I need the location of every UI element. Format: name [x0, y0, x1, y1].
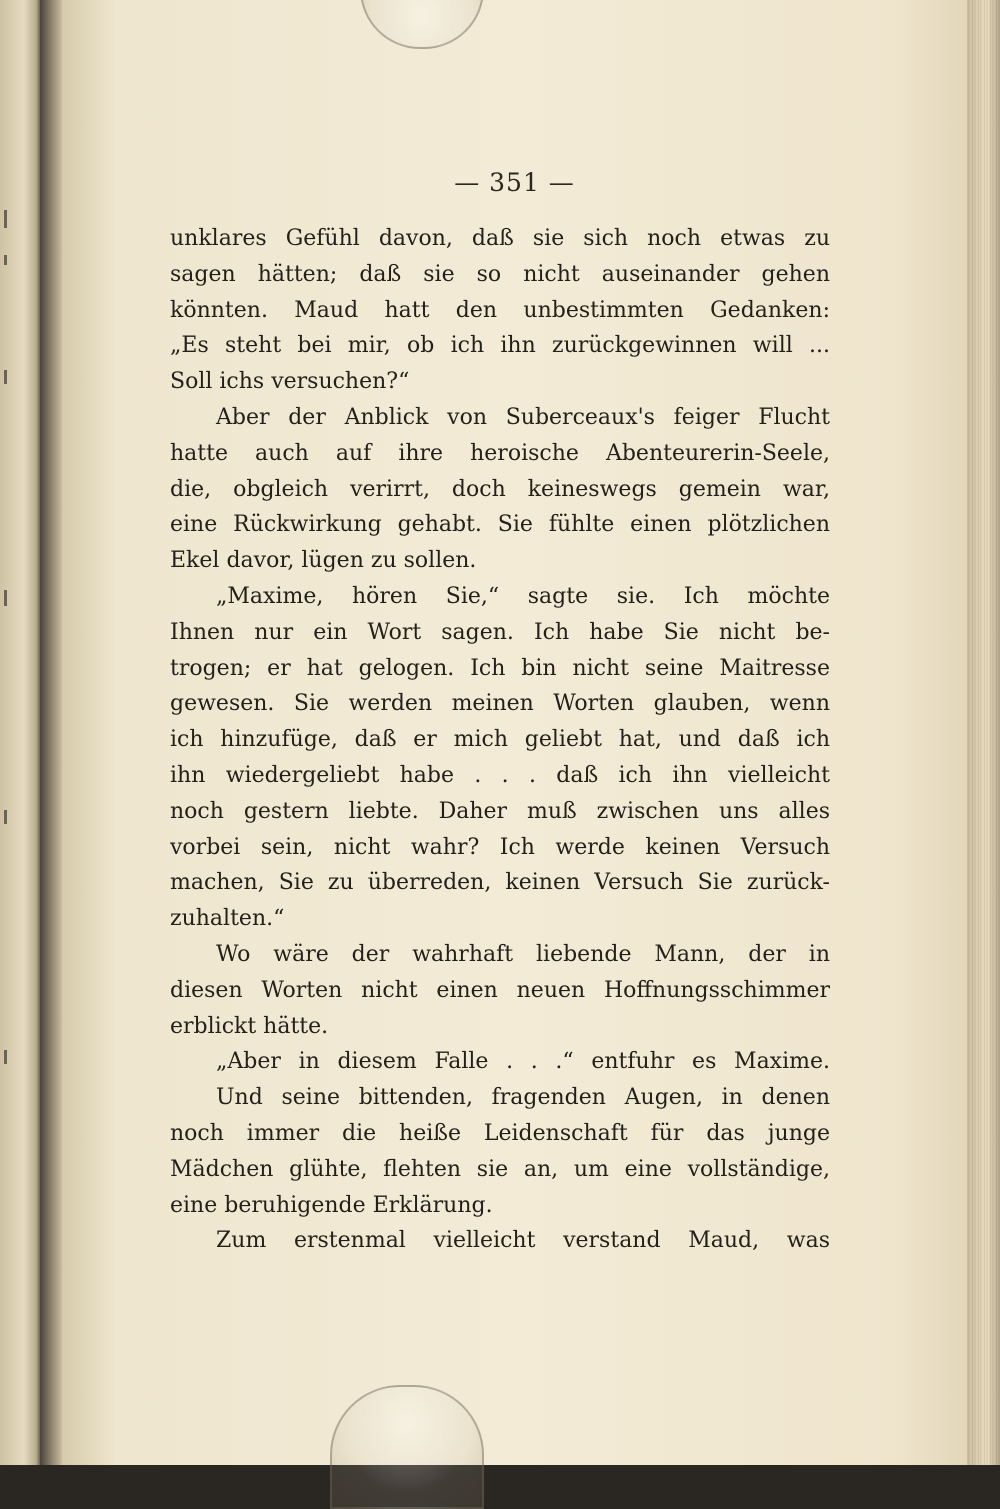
text-line: noch gestern liebte. Daher muß zwischen uns alles [170, 798, 830, 824]
text-line: machen, Sie zu überreden, keinen Versuch Sie zurück- [170, 870, 830, 896]
text-line: Ihnen nur ein Wort sagen. Ich habe Sie nicht be- [170, 619, 830, 645]
left-page-mark [4, 810, 7, 824]
left-page-mark [4, 255, 7, 265]
page-stack-shade [967, 0, 1000, 1465]
page-text [170, 221, 830, 1259]
text-line: Soll ichs versuchen?“ [170, 369, 410, 395]
text-line: eine Rückwirkung gehabt. Sie fühlte einen plötzlichen [170, 512, 830, 538]
text-line: Mädchen glühte, flehten sie an, um eine vollständige, [170, 1156, 830, 1182]
left-page-mark [4, 1050, 7, 1064]
text-line: trogen; er hat gelogen. Ich bin nicht seine Maitresse [170, 655, 830, 681]
text-line: ihn wiedergeliebt habe . . . daß ich ihn vielleicht [170, 762, 830, 788]
text-line: unklares Gefühl davon, daß sie sich noch etwas zu [170, 226, 830, 251]
text-line: erblickt hätte. [170, 1013, 329, 1039]
text-line: sagen hätten; daß sie so nicht auseinander gehen [170, 261, 830, 287]
text-line: könnten. Maud hatt den unbestimmten Gedanken: [170, 297, 830, 323]
text-line: hatte auch auf ihre heroische Abenteurerin-Seele, [170, 440, 830, 466]
text-line: ich hinzufüge, daß er mich geliebt hat, und daß ich [170, 727, 830, 753]
left-page-mark [4, 210, 7, 228]
text-line: Zum erstenmal vielleicht verstand Maud, was [216, 1228, 830, 1254]
book-gutter [40, 0, 62, 1465]
left-page-edge [0, 0, 40, 1465]
text-line: Ekel davor, lügen zu sollen. [170, 548, 477, 574]
text-line: „Aber in diesem Falle . . .“ entfuhr es Maxime. [216, 1049, 830, 1075]
text-line: vorbei sein, nicht wahr? Ich werde keinen Versuch [170, 834, 830, 860]
text-line: „Maxime, hören Sie,“ sagte sie. Ich möchte [216, 583, 830, 609]
text-line: diesen Worten nicht einen neuen Hoffnungsschimmer [170, 977, 830, 1003]
left-page-mark [4, 590, 7, 606]
page-number: — 351 — [454, 168, 575, 197]
book-page [62, 0, 967, 1465]
text-line: Wo wäre der wahrhaft liebende Mann, der in [216, 941, 830, 967]
text-line: die, obgleich verirrt, doch keineswegs gemein war, [170, 476, 830, 502]
text-line: gewesen. Sie werden meinen Worten glauben, wenn [170, 691, 830, 717]
text-line: Und seine bittenden, fragenden Augen, in denen [216, 1085, 830, 1111]
text-line: zuhalten.“ [170, 906, 285, 932]
text-line: „Es steht bei mir, ob ich ihn zurückgewinnen will ... [170, 333, 830, 359]
bottom-page-clip [330, 1385, 484, 1509]
left-page-mark [4, 370, 7, 384]
text-line: Aber der Anblick von Suberceaux's feiger Flucht [216, 404, 830, 430]
text-line: noch immer die heiße Leidenschaft für das junge [170, 1120, 830, 1146]
text-line: eine beruhigende Erklärung. [170, 1192, 493, 1218]
